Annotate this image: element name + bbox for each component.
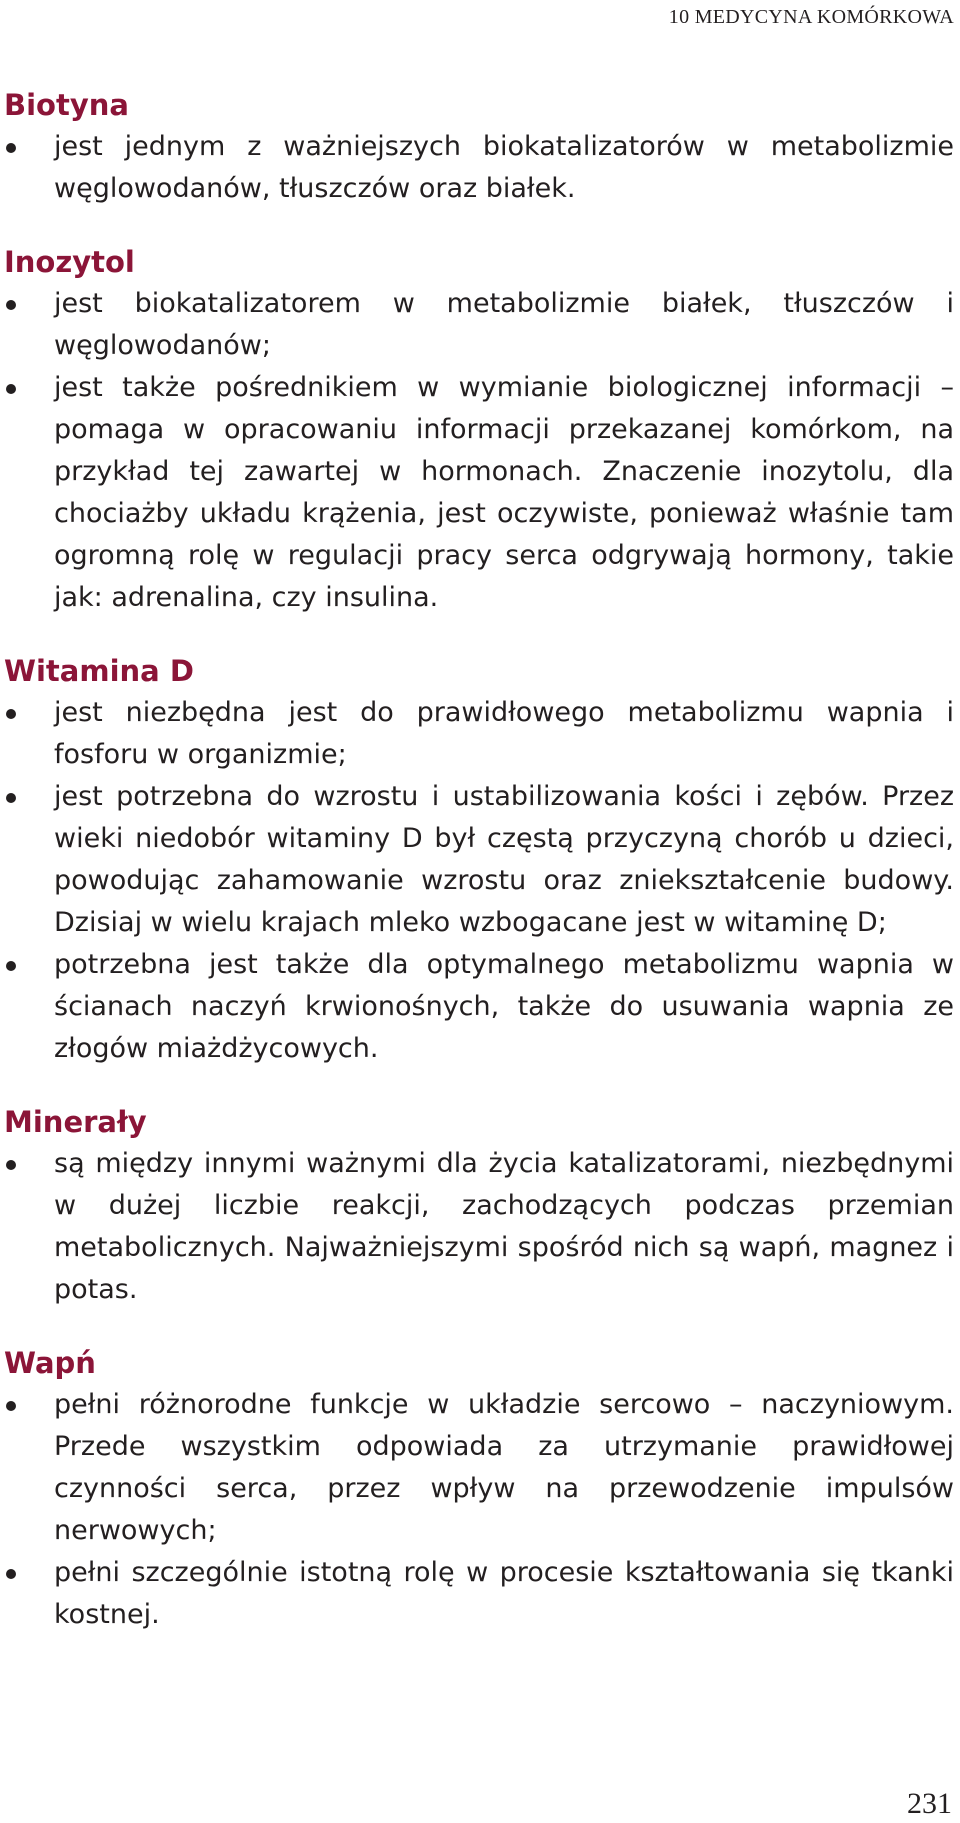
- bullet-icon: [6, 793, 16, 803]
- bullet-icon: [6, 300, 16, 310]
- list-item: [4, 1552, 954, 1636]
- list-item-text: jest potrzebna do wzrostu i ustabilizowania kości i zębów. Przez wieki niedobór witaminy D był częstą przyczyną chorób u dzieci, powodując zahamowanie wzrostu oraz zniekształcenie budowy. Dzisiaj w wielu krajach mleko wzbogacane jest w witaminę D;: [54, 781, 954, 938]
- section-heading: Inozytol: [4, 245, 135, 279]
- section-heading: Wapń: [4, 1346, 96, 1380]
- section-inozytol: [4, 241, 954, 619]
- bullet-icon: [6, 1160, 16, 1170]
- section-heading: Minerały: [4, 1105, 147, 1139]
- list-item: [4, 367, 954, 619]
- bullet-list: [4, 692, 954, 1070]
- section-witamina-d: [4, 650, 954, 1070]
- section-wapn: [4, 1342, 954, 1636]
- list-item-text: pełni szczególnie istotną rolę w procesie kształtowania się tkanki kostnej.: [54, 1557, 954, 1630]
- running-head: 10 MEDYCYNA KOMÓRKOWA: [668, 6, 954, 28]
- list-item: [4, 692, 954, 776]
- list-item-text: potrzebna jest także dla optymalnego metabolizmu wapnia w ścianach naczyń krwionośnych, także do usuwania wapnia ze złogów miażdżycowych.: [54, 949, 954, 1064]
- bullet-icon: [6, 961, 16, 971]
- list-item-text: jest biokatalizatorem w metabolizmie białek, tłuszczów i węglowodanów;: [54, 288, 954, 361]
- section-heading: Biotyna: [4, 88, 129, 122]
- list-item: [4, 126, 954, 210]
- bullet-list: [4, 1384, 954, 1636]
- bullet-list: [4, 1143, 954, 1311]
- bullet-icon: [6, 709, 16, 719]
- list-item: [4, 1384, 954, 1552]
- bullet-icon: [6, 1401, 16, 1411]
- list-item: [4, 283, 954, 367]
- section-biotyna: [4, 84, 954, 210]
- bullet-icon: [6, 143, 16, 153]
- section-heading: Witamina D: [4, 654, 194, 688]
- list-item-text: pełni różnorodne funkcje w układzie sercowo – naczyniowym. Przede wszystkim odpowiada za utrzymanie prawidłowej czynności serca, przez wpływ na przewodzenie impulsów nerwowych;: [54, 1389, 954, 1546]
- bullet-icon: [6, 384, 16, 394]
- list-item: [4, 1143, 954, 1311]
- bullet-icon: [6, 1569, 16, 1579]
- list-item-text: jest jednym z ważniejszych biokatalizatorów w metabolizmie węglowodanów, tłuszczów oraz białek.: [54, 131, 954, 204]
- page-number: 231: [907, 1787, 952, 1820]
- section-mineraly: [4, 1101, 954, 1311]
- list-item-text: jest także pośrednikiem w wymianie biologicznej informacji – pomaga w opracowaniu informacji przekazanej komórkom, na przykład tej zawartej w hormonach. Znaczenie inozytolu, dla chociażby układu krążenia, jest oczywiste, ponieważ właśnie tam ogromną rolę w regulacji pracy serca odgrywają hormony, takie jak: adrenalina, czy insulina.: [54, 372, 954, 613]
- page-content: [4, 84, 954, 1667]
- bullet-list: [4, 283, 954, 619]
- bullet-list: [4, 126, 954, 210]
- list-item-text: jest niezbędna jest do prawidłowego metabolizmu wapnia i fosforu w organizmie;: [54, 697, 954, 770]
- list-item-text: są między innymi ważnymi dla życia katalizatorami, niezbędnymi w dużej liczbie reakcji, zachodzących podczas przemian metabolicznych. Najważniejszymi spośród nich są wapń, magnez i potas.: [54, 1148, 954, 1305]
- list-item: [4, 776, 954, 944]
- list-item: [4, 944, 954, 1070]
